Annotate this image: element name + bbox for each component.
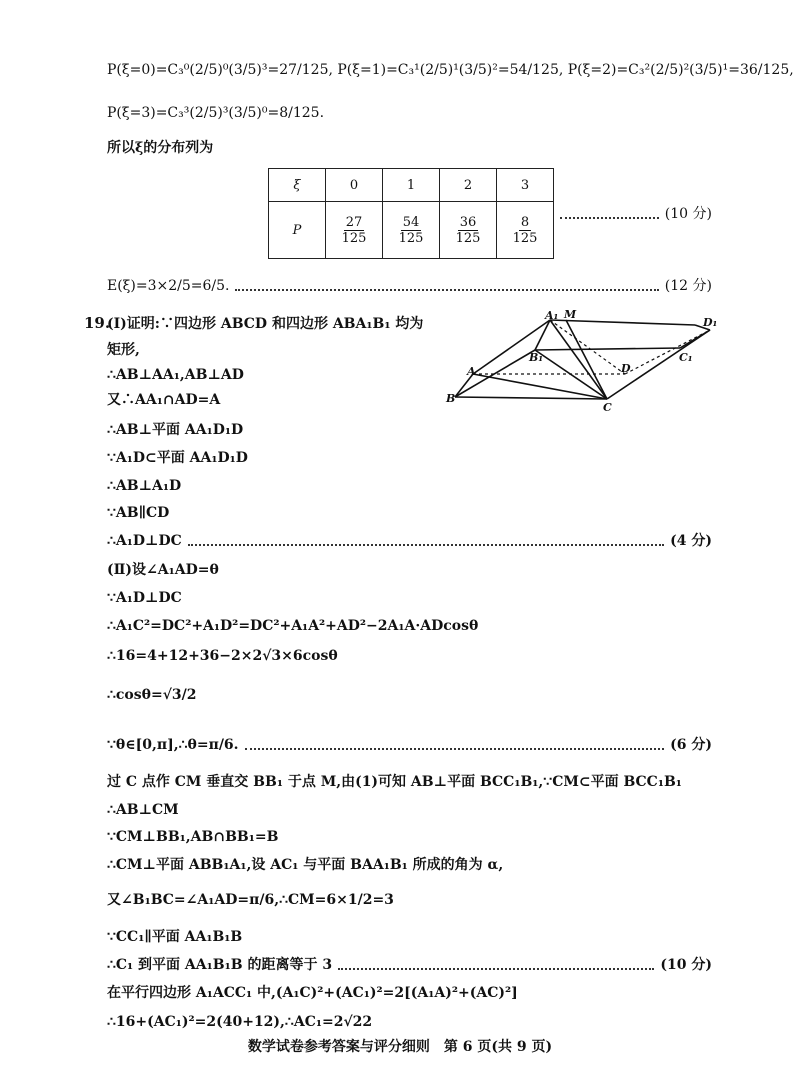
proof-text: ∵θ∈[0,π],∴θ=π/6. bbox=[107, 737, 239, 753]
prob-formula-1: P(ξ=0)=C₃⁰(2/5)⁰(3/5)³=27/125, P(ξ=1)=C₃¹(2/5)¹(3/5)²=54/125, P(ξ=2)=C₃²(2/5)²(3/5)¹=36/125, bbox=[107, 62, 794, 78]
proof-text: ∵A₁D⊥DC bbox=[107, 590, 182, 606]
proof-text: (Ⅰ)证明:∵四边形 ABCD 和四边形 ABA₁B₁ 均为 bbox=[107, 316, 424, 332]
leader-dots bbox=[188, 544, 664, 546]
label-C1: C₁ bbox=[679, 351, 693, 364]
table-score-line bbox=[560, 204, 712, 224]
proof-line bbox=[107, 616, 712, 636]
question-number: 19. bbox=[84, 314, 111, 332]
proof-text: ∴AB⊥CM bbox=[107, 802, 179, 818]
prob-line-1 bbox=[107, 60, 794, 80]
prob-denominator: 125 bbox=[512, 230, 538, 246]
proof-text: ∴C₁ 到平面 AA₁B₁B 的距离等于 3 bbox=[107, 957, 333, 973]
proof-line bbox=[107, 531, 712, 551]
proof-line bbox=[107, 772, 712, 792]
prob-numerator: 36 bbox=[459, 214, 477, 230]
proof-line bbox=[107, 314, 424, 334]
leader-dots bbox=[245, 748, 665, 750]
label-B1: B₁ bbox=[529, 351, 544, 364]
label-A1: A₁ bbox=[545, 310, 559, 322]
distribution-table bbox=[268, 168, 554, 259]
proof-text: ∴A₁D⊥DC bbox=[107, 533, 182, 549]
proof-line bbox=[107, 827, 712, 847]
score-label: (10 分) bbox=[660, 957, 712, 973]
proof-text: ∴AB⊥A₁D bbox=[107, 478, 182, 494]
proof-text: (Ⅱ)设∠A₁AD=θ bbox=[107, 562, 219, 578]
proof-line bbox=[107, 685, 712, 705]
proof-text: ∵A₁D⊂平面 AA₁D₁D bbox=[107, 450, 248, 466]
prob-numerator: 27 bbox=[345, 214, 363, 230]
expectation-formula: E(ξ)=3×2/5=6/5. bbox=[107, 278, 230, 294]
table-header-cell: 2 bbox=[440, 169, 497, 202]
proof-text: 在平行四边形 A₁ACC₁ 中,(A₁C)²+(AC₁)²=2[(A₁A)²+(AC)²] bbox=[107, 985, 518, 1001]
table-cell bbox=[497, 202, 554, 259]
proof-line bbox=[107, 390, 712, 410]
table-cell bbox=[383, 202, 440, 259]
proof-line bbox=[107, 855, 712, 875]
prob-denominator: 125 bbox=[398, 230, 424, 246]
prob-formula-2: P(ξ=3)=C₃³(2/5)³(3/5)⁰=8/125. bbox=[107, 105, 325, 121]
proof-line bbox=[107, 955, 712, 975]
proof-line bbox=[107, 503, 712, 523]
label-M: M bbox=[564, 310, 577, 321]
label-D: D bbox=[621, 362, 631, 375]
score-label: (4 分) bbox=[670, 533, 712, 549]
proof-text: ∴AB⊥AA₁,AB⊥AD bbox=[107, 367, 244, 383]
leader-dots bbox=[235, 289, 658, 291]
proof-line bbox=[107, 927, 712, 947]
proof-line bbox=[107, 448, 712, 468]
table-prob-row bbox=[269, 202, 554, 259]
proof-text: 又∠B₁BC=∠A₁AD=π/6,∴CM=6×1/2=3 bbox=[107, 892, 394, 908]
proof-line bbox=[107, 646, 712, 666]
label-C: C bbox=[603, 401, 612, 414]
proof-line bbox=[107, 588, 712, 608]
proof-line bbox=[107, 1012, 712, 1032]
prob-numerator: 8 bbox=[520, 214, 530, 230]
proof-text: ∴AB⊥平面 AA₁D₁D bbox=[107, 422, 244, 438]
table-row-label: P bbox=[269, 202, 326, 259]
table-header-cell: 1 bbox=[383, 169, 440, 202]
page-footer: 数学试卷参考答案与评分细则 第 6 页(共 9 页) bbox=[247, 1039, 553, 1055]
label-A: A bbox=[467, 365, 476, 378]
score-label: (12 分) bbox=[664, 278, 712, 294]
table-header-cell: ξ bbox=[269, 169, 326, 202]
leader-dots bbox=[338, 968, 654, 970]
proof-text: ∴cosθ=√3/2 bbox=[107, 687, 197, 703]
distribution-intro-text: 所以ξ的分布列为 bbox=[107, 140, 214, 156]
proof-text: 过 C 点作 CM 垂直交 BB₁ 于点 M,由(1)可知 AB⊥平面 BCC₁B₁,∵CM⊂平面 BCC₁B₁ bbox=[107, 774, 682, 790]
table-header-cell: 0 bbox=[326, 169, 383, 202]
proof-text: ∴A₁C²=DC²+A₁D²=DC²+A₁A²+AD²−2A₁A·ADcosθ bbox=[107, 618, 479, 634]
proof-text: ∵CM⊥BB₁,AB∩BB₁=B bbox=[107, 829, 279, 845]
label-B: B bbox=[446, 392, 456, 405]
prob-denominator: 125 bbox=[455, 230, 481, 246]
label-D1: D₁ bbox=[703, 316, 718, 329]
proof-line bbox=[107, 983, 712, 1003]
edge-A1C bbox=[550, 320, 607, 399]
leader-dots bbox=[560, 217, 659, 219]
proof-text: 矩形, bbox=[107, 342, 140, 358]
table-cell bbox=[326, 202, 383, 259]
edge-MC bbox=[566, 320, 607, 399]
edge-B1C1 bbox=[535, 348, 680, 350]
proof-line bbox=[107, 420, 712, 440]
proof-line bbox=[107, 735, 712, 755]
expectation-line bbox=[107, 276, 712, 296]
score-label: (6 分) bbox=[670, 737, 712, 753]
proof-line bbox=[107, 800, 712, 820]
prob-line-2 bbox=[107, 103, 712, 123]
prob-denominator: 125 bbox=[341, 230, 367, 246]
proof-line bbox=[107, 476, 712, 496]
proof-line bbox=[107, 365, 712, 385]
table-cell bbox=[440, 202, 497, 259]
score-label: (10 分) bbox=[664, 206, 712, 222]
proof-line bbox=[107, 560, 712, 580]
proof-text: 又∴AA₁∩AD=A bbox=[107, 392, 221, 408]
table-header-cell: 3 bbox=[497, 169, 554, 202]
proof-text: ∵AB∥CD bbox=[107, 505, 170, 521]
proof-text: ∴CM⊥平面 ABB₁A₁,设 AC₁ 与平面 BAA₁B₁ 所成的角为 α, bbox=[107, 857, 504, 873]
proof-text: ∴16=4+12+36−2×2√3×6cosθ bbox=[107, 648, 338, 664]
distribution-intro bbox=[107, 138, 712, 158]
proof-text: ∵CC₁∥平面 AA₁B₁B bbox=[107, 929, 243, 945]
proof-text: ∴16+(AC₁)²=2(40+12),∴AC₁=2√22 bbox=[107, 1014, 373, 1030]
table-header-row bbox=[269, 169, 554, 202]
proof-line bbox=[107, 890, 712, 910]
prob-numerator: 54 bbox=[402, 214, 420, 230]
